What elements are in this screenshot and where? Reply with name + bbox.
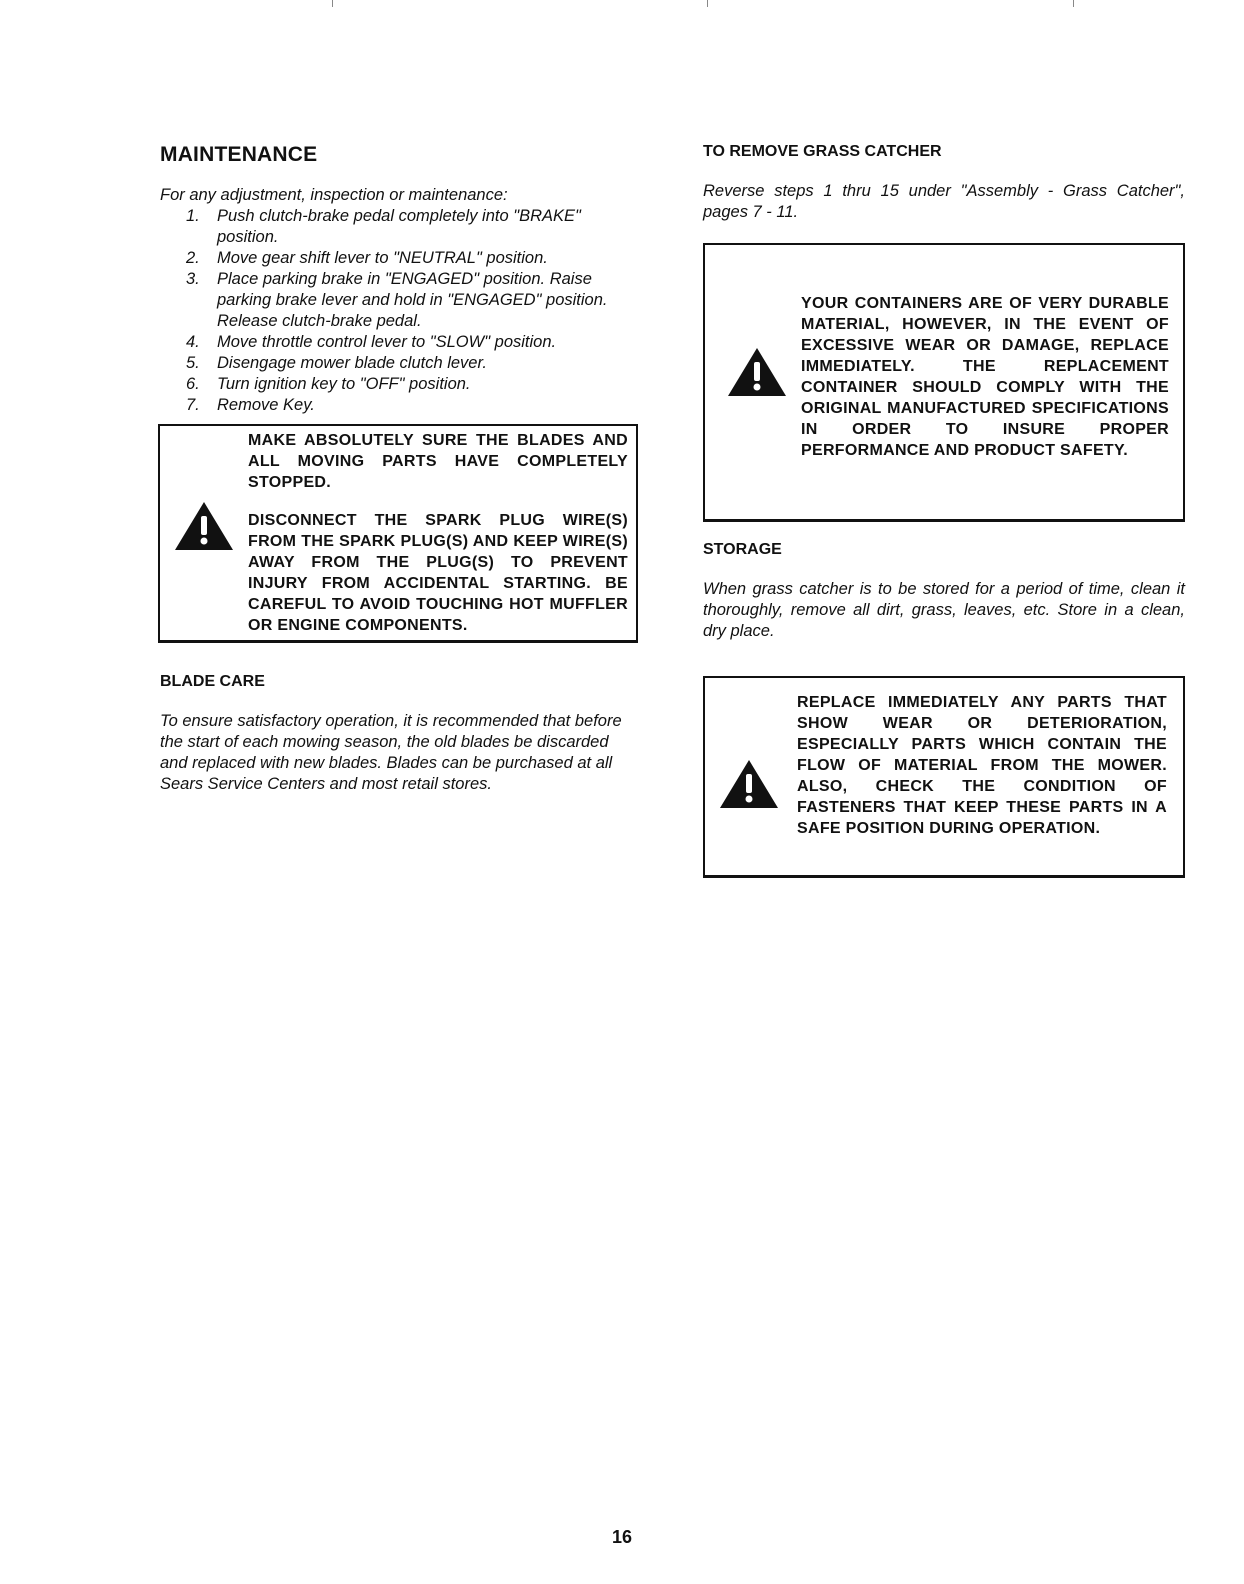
scan-mark: [707, 0, 708, 7]
maintenance-heading: MAINTENANCE: [160, 143, 318, 166]
remove-grass-catcher-text: Reverse steps 1 thru 15 under "Assembly - Grass Catcher", pages 7 - 11.: [703, 182, 1185, 221]
warning-triangle-icon: [726, 346, 788, 398]
step-item: 6. Turn ignition key to "OFF" position.: [186, 375, 471, 393]
page-number: 16: [611, 1527, 633, 1547]
warning-text-blades-stopped: MAKE ABSOLUTELY SURE THE BLADES AND ALL MOVING PARTS HAVE COMPLETELY STOPPED.: [248, 432, 628, 491]
container-warning-text: YOUR CONTAINERS ARE OF VERY DURABLE MATERIAL, HOWEVER, IN THE EVENT OF EXCESSIVE WEAR OR DAMAGE, REPLACE IMMEDIATELY. THE REPLACEMENT CONTAINER SHOULD COMPLY WITH THE ORIGINAL MANUFACTURED SPECIFICATIONS IN ORDER TO INSURE PROPER PERFORMANCE AND PRODUCT SAFETY.: [801, 295, 1169, 459]
step-item: 1. Push clutch-brake pedal completely into "BRAKE" position.: [186, 207, 581, 246]
step-item: 4. Move throttle control lever to "SLOW" position.: [186, 333, 557, 351]
replace-parts-warning-box: [703, 676, 1185, 878]
right-column: [703, 143, 1185, 223]
replace-parts-warning-text: REPLACE IMMEDIATELY ANY PARTS THAT SHOW WEAR OR DETERIORATION, ESPECIALLY PARTS WHICH CONTAIN THE FLOW OF MATERIAL FROM THE MOWER. ALSO, CHECK THE CONDITION OF FASTENERS THAT KEEP THESE PARTS IN A SAFE POSITION DURING OPERATION.: [797, 694, 1167, 837]
blade-care-section: [160, 673, 638, 795]
left-column: [160, 143, 638, 416]
maintenance-steps: [160, 206, 638, 416]
scan-mark: [1073, 0, 1074, 7]
warning-text-spark-plug: DISCONNECT THE SPARK PLUG WIRE(S) FROM THE SPARK PLUG(S) AND KEEP WIRE(S) AWAY FROM THE PLUG(S) TO PREVENT INJURY FROM ACCIDENTAL STARTING. BE CAREFUL TO AVOID TOUCHING HOT MUFFLER OR ENGINE COMPONENTS.: [248, 512, 628, 634]
step-item: 2. Move gear shift lever to "NEUTRAL" position.: [186, 249, 548, 267]
blade-care-heading: BLADE CARE: [160, 673, 265, 690]
container-warning-box: [703, 243, 1185, 522]
storage-text: When grass catcher is to be stored for a period of time, clean it thoroughly, remove all dirt, grass, leaves, etc. Store in a clean, dry place.: [703, 580, 1185, 640]
warning-triangle-icon: [173, 500, 235, 552]
storage-heading: STORAGE: [703, 541, 782, 558]
step-item: 7. Remove Key.: [186, 396, 315, 414]
blade-safety-warning-box: [158, 424, 638, 643]
warning-triangle-icon: [718, 758, 780, 810]
step-item: 5. Disengage mower blade clutch lever.: [186, 354, 487, 372]
remove-grass-catcher-heading: TO REMOVE GRASS CATCHER: [703, 143, 942, 160]
blade-care-text: To ensure satisfactory operation, it is recommended that before the start of each mowing season, the old blades be discarded and replaced with new blades. Blades can be purchased at all Sears Service Centers and most retail stores.: [160, 712, 622, 793]
maintenance-intro: For any adjustment, inspection or maintenance:: [160, 186, 508, 204]
storage-section: [703, 541, 1185, 642]
step-item: 3. Place parking brake in "ENGAGED" position. Raise parking brake lever and hold in "ENGAGED" position. Release clutch-brake pedal.: [186, 270, 608, 330]
scan-mark: [332, 0, 333, 7]
